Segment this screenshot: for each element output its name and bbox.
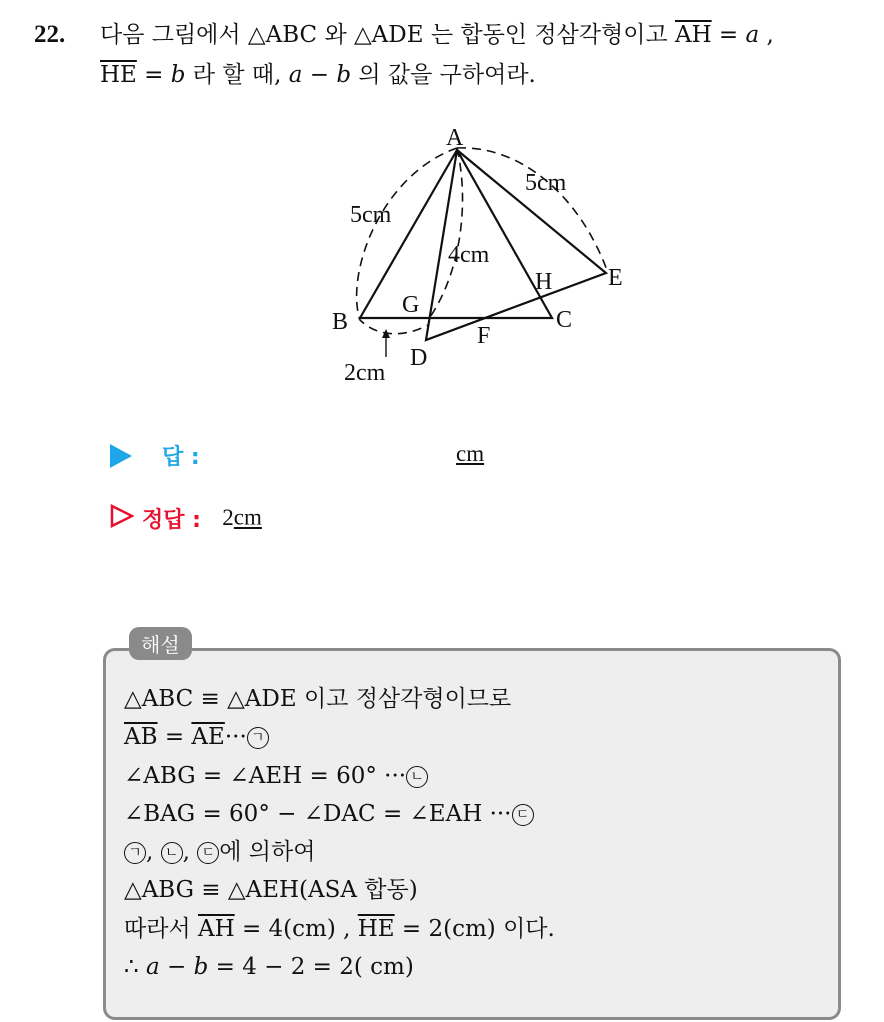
segment-ah-sol: $\overline{AH}$ <box>197 915 235 942</box>
circled-ref-2: ㄴ <box>161 842 183 864</box>
label-f: F <box>477 323 491 349</box>
segment-ab: $\overline{AB}$ <box>124 724 158 751</box>
ellipsis: ··· <box>224 724 247 751</box>
variable-b: b <box>170 62 186 88</box>
label-len-bg: 2cm <box>344 360 386 386</box>
angle-statement-2: ∠BAG = 60° − ∠DAC = ∠EAH ··· <box>124 800 512 827</box>
solution-line-7 <box>124 910 555 948</box>
question-text-mid: 라 할 때, <box>185 62 289 88</box>
reason-text: 에 의하여 <box>219 839 316 866</box>
solution-line-2 <box>124 718 555 756</box>
solution-line-6: △ABG ≡ △AEH(ASA 합동) <box>124 877 418 904</box>
question-line-1 <box>34 16 774 49</box>
triangle-abc <box>360 150 552 318</box>
label-len-ag: 4cm <box>448 242 490 268</box>
therefore-text: 따라서 <box>124 915 198 942</box>
correct-label: 정답 : <box>142 508 201 533</box>
segment-he: $\overline{HE}$ <box>100 62 137 88</box>
equals-sign: = <box>157 724 192 751</box>
value-ah: = 4(cm) , <box>234 915 358 942</box>
label-h: H <box>535 269 553 295</box>
triangle-diagram <box>320 115 640 395</box>
segment-he-sol: $\overline{HE}$ <box>357 915 395 942</box>
solution-line-8 <box>124 948 555 986</box>
label-d: D <box>410 345 428 371</box>
solution-line-4 <box>124 795 555 833</box>
label-c: C <box>556 307 573 333</box>
therefore-symbol: ∴ <box>124 954 146 981</box>
outline-triangle-icon <box>110 504 134 534</box>
solution-line-3 <box>124 757 555 795</box>
correct-value: 2 <box>222 504 234 530</box>
play-icon <box>110 444 132 468</box>
var-b: b <box>193 954 209 981</box>
question-text: 다음 그림에서 △ABC 와 △ADE 는 합동인 정삼각형이고 <box>100 22 668 48</box>
answer-label: 답 : <box>162 445 200 470</box>
circled-mark-1: ㄱ <box>247 727 269 749</box>
solution-line-5: ㄱ , ㄴ , ㄷ 에 의하여 <box>124 833 555 871</box>
minus-sign: − <box>159 954 194 981</box>
expr-b: b <box>336 62 352 88</box>
answer-row <box>110 440 485 471</box>
circled-ref-3: ㄷ <box>197 842 219 864</box>
circled-mark-3: ㄷ <box>512 804 534 826</box>
circled-mark-2: ㄴ <box>406 766 428 788</box>
correct-answer-row <box>110 503 262 534</box>
label-g: G <box>402 292 420 318</box>
var-a: a <box>145 954 160 981</box>
label-len-ae: 5cm <box>525 170 567 196</box>
solution-lines <box>124 680 555 986</box>
angle-statement-1: ∠ABG = ∠AEH = 60° ··· <box>124 762 407 789</box>
label-a: A <box>446 125 464 151</box>
label-b: B <box>332 309 349 335</box>
label-len-ab: 5cm <box>350 202 392 228</box>
segment-ae: $\overline{AE}$ <box>191 724 225 751</box>
value-he: = 2(cm) 이다. <box>394 915 555 942</box>
segment-ah: $\overline{AH}$ <box>674 22 712 48</box>
minus-sign: − <box>302 62 337 88</box>
circled-ref-1: ㄱ <box>124 842 146 864</box>
solution-line-1: △ABC ≡ △ADE 이고 정삼각형이므로 <box>124 686 512 712</box>
equals-sign: = <box>136 62 171 88</box>
question-line-2 <box>100 56 536 89</box>
answer-unit: cm <box>456 441 485 466</box>
final-result: = 4 − 2 = 2( cm) <box>208 954 414 981</box>
question-number: 22. <box>34 21 66 48</box>
label-e: E <box>608 265 623 291</box>
equals-sign: = <box>711 22 746 48</box>
solution-tab: 해설 <box>129 627 192 660</box>
expr-a: a <box>288 62 303 88</box>
variable-a: a <box>745 22 760 48</box>
comma: , <box>759 22 774 48</box>
correct-unit: cm <box>233 504 262 530</box>
question-text-end: 의 값을 구하여라. <box>351 62 536 88</box>
geometry-figure <box>320 115 640 395</box>
